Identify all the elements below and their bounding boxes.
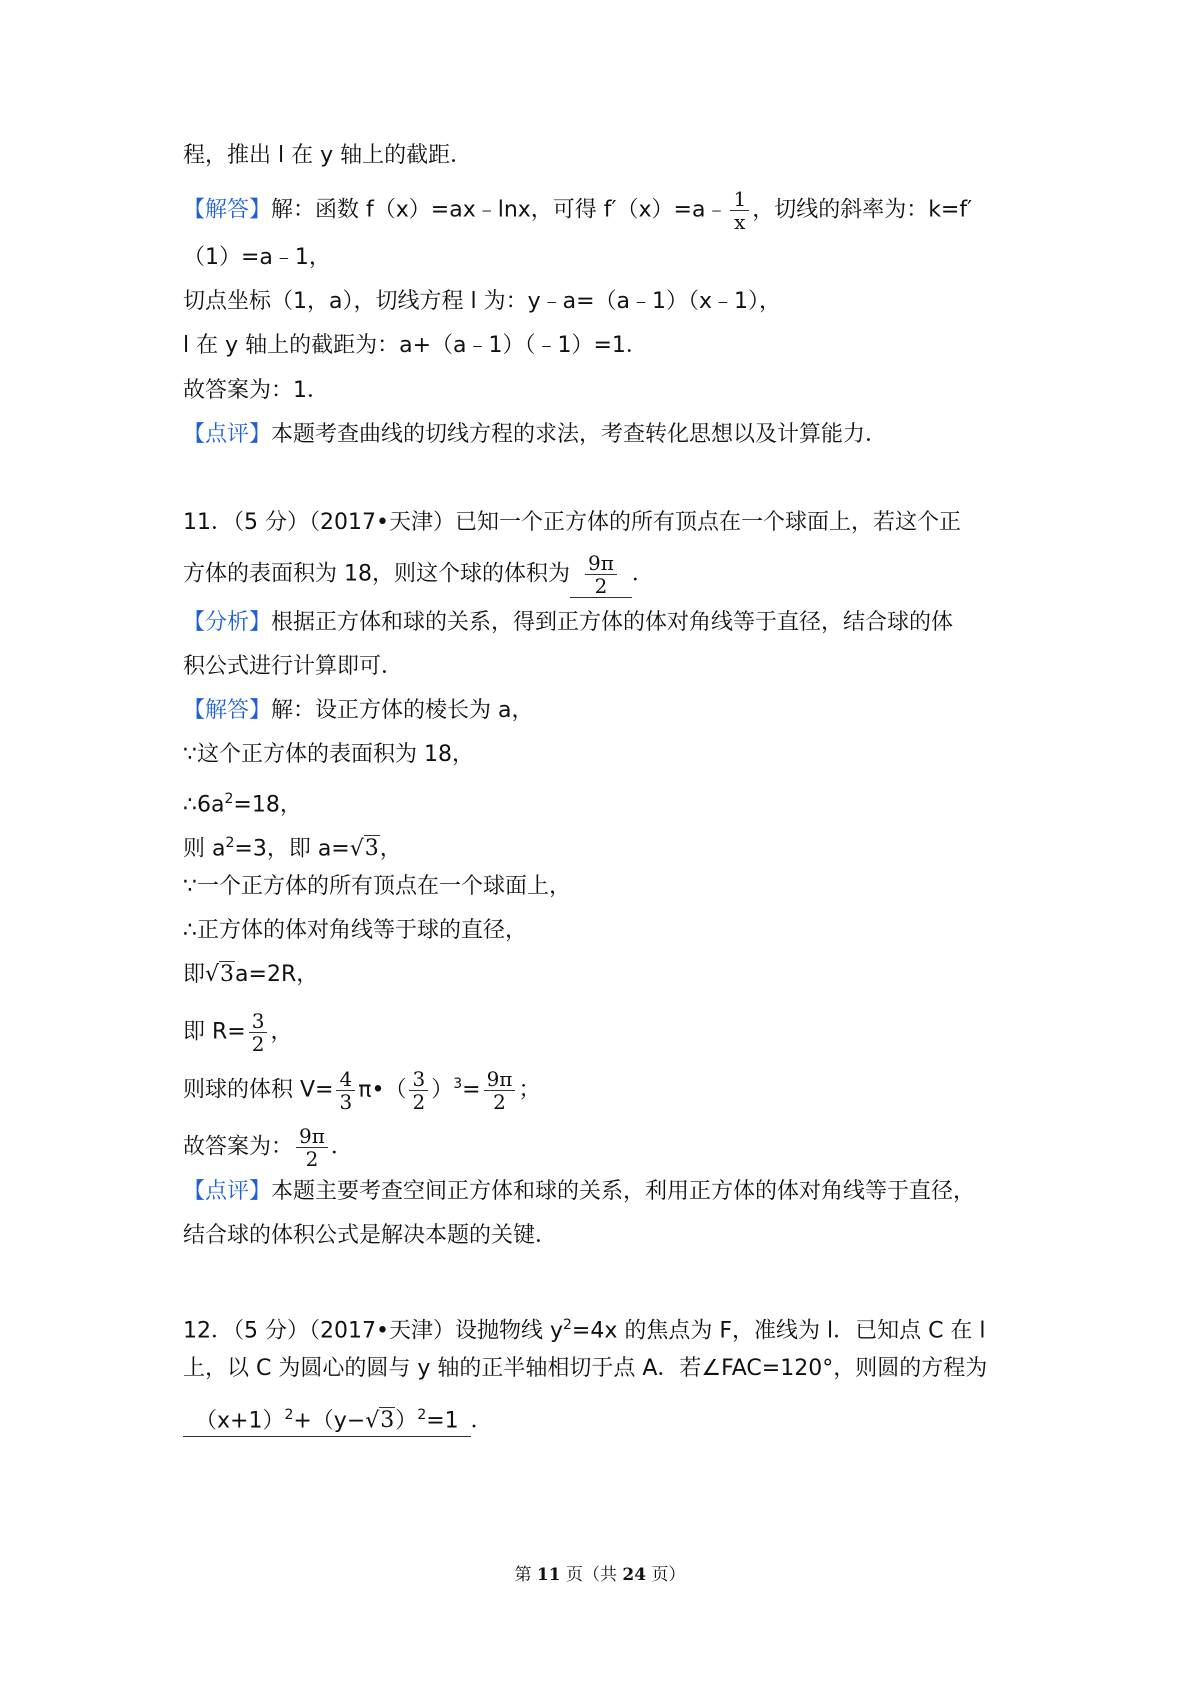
q12-answer-line: $(x+1)^2+(y-√3)^2=1$ ．	[183, 1400, 493, 1437]
q11-solution-3: $\therefore 6a^2=18$，	[183, 791, 302, 818]
q11-solution-8: 即 R= $\frac{3}{2}$ ，	[183, 1009, 293, 1056]
q11-comment-2: 结合球的体积公式是解决本题的关键．	[183, 1223, 558, 1248]
page-footer: 第 11 页（共 24 页）	[514, 1565, 686, 1585]
prev-comment: 【点评】本题考查曲线的切线方程的求法，考查转化思想以及计算能力．	[183, 422, 888, 447]
q11-solution-2: ∵这个正方体的表面积为 18，	[183, 742, 474, 767]
answer-tag: 【解答】	[183, 197, 272, 223]
q11-line-2: 方体的表面积为 18，则这个球的体积为 $\frac{9\pi}{2}$ ．	[183, 551, 654, 598]
analysis-tag: 【分析】	[183, 610, 272, 635]
sqrt-3: √3	[349, 836, 379, 862]
page-number: 11	[536, 1565, 561, 1585]
q11-answer-blank: $\frac{9\pi}{2}$	[570, 552, 632, 598]
prev-answer-line-5: 故答案为：1．	[183, 378, 329, 403]
answer-tag: 【解答】	[183, 698, 272, 723]
q11-analysis-1: 【分析】根据正方体和球的关系，得到正方体的体对角线等于直径，结合球的体	[183, 610, 954, 635]
prev-line-1: 程，推出 l 在 y 轴上的截距．	[183, 143, 473, 168]
prev-answer-line-4: l 在 y 轴上的截距为：a+（a﹣1）（﹣1）=1．	[183, 333, 648, 358]
q12-line-1: 12．（5 分）（2017•天津）设抛物线 $y^2=4x$ 的焦点为 F，准线为 l．已知点 C 在 l	[183, 1317, 986, 1344]
prev-answer-line-2: （1）=a﹣1，	[183, 245, 331, 270]
q11-line-1: 11．（5 分）（2017•天津）已知一个正方体的所有顶点在一个球面上，若这个正	[183, 510, 961, 535]
q11-solution-1: 【解答】解：设正方体的棱长为 a，	[183, 698, 534, 723]
q11-solution-9: 则球的体积 V= $\frac{4}{3}$ π•（ $\frac{3}{2}$ ）$^3$= $\frac{9\pi}{2}$ ；	[183, 1067, 541, 1114]
comment-tag: 【点评】	[183, 1179, 272, 1204]
page-total: 24	[622, 1565, 647, 1585]
q12-line-2: 上，以 C 为圆心的圆与 y 轴的正半轴相切于点 A．若∠FAC=120°，则圆的方程为	[183, 1356, 988, 1381]
q11-solution-6: ∴正方体的体对角线等于球的直径，	[183, 918, 527, 943]
q11-analysis-2: 积公式进行计算即可．	[183, 654, 404, 679]
prev-answer-line: 【解答】解：函数 f（x）=ax﹣lnx，可得 f′（x）=a﹣ $\frac{1}{x}$ ，切线的斜率为：k=f′	[183, 187, 973, 234]
comment-tag: 【点评】	[183, 422, 272, 447]
q12-answer-blank: $(x+1)^2+(y-√3)^2=1$	[183, 1400, 471, 1437]
q11-solution-4: 则 $a^2=3$，即 a=√3，	[183, 835, 402, 862]
fraction-1-over-x: $\frac{1}{x}$	[730, 188, 749, 233]
sqrt-3: √3	[205, 962, 235, 987]
q11-solution-10: 故答案为： $\frac{9\pi}{2}$ ．	[183, 1124, 353, 1171]
q11-comment-1: 【点评】本题主要考查空间正方体和球的关系，利用正方体的体对角线等于直径，	[183, 1179, 976, 1204]
q11-solution-7: 即√3a=2R，	[183, 962, 319, 987]
prev-answer-line-3: 切点坐标（1，a），切线方程 l 为：y﹣a=（a﹣1）（x﹣1），	[183, 289, 782, 314]
q11-solution-5: ∵一个正方体的所有顶点在一个球面上，	[183, 874, 571, 899]
